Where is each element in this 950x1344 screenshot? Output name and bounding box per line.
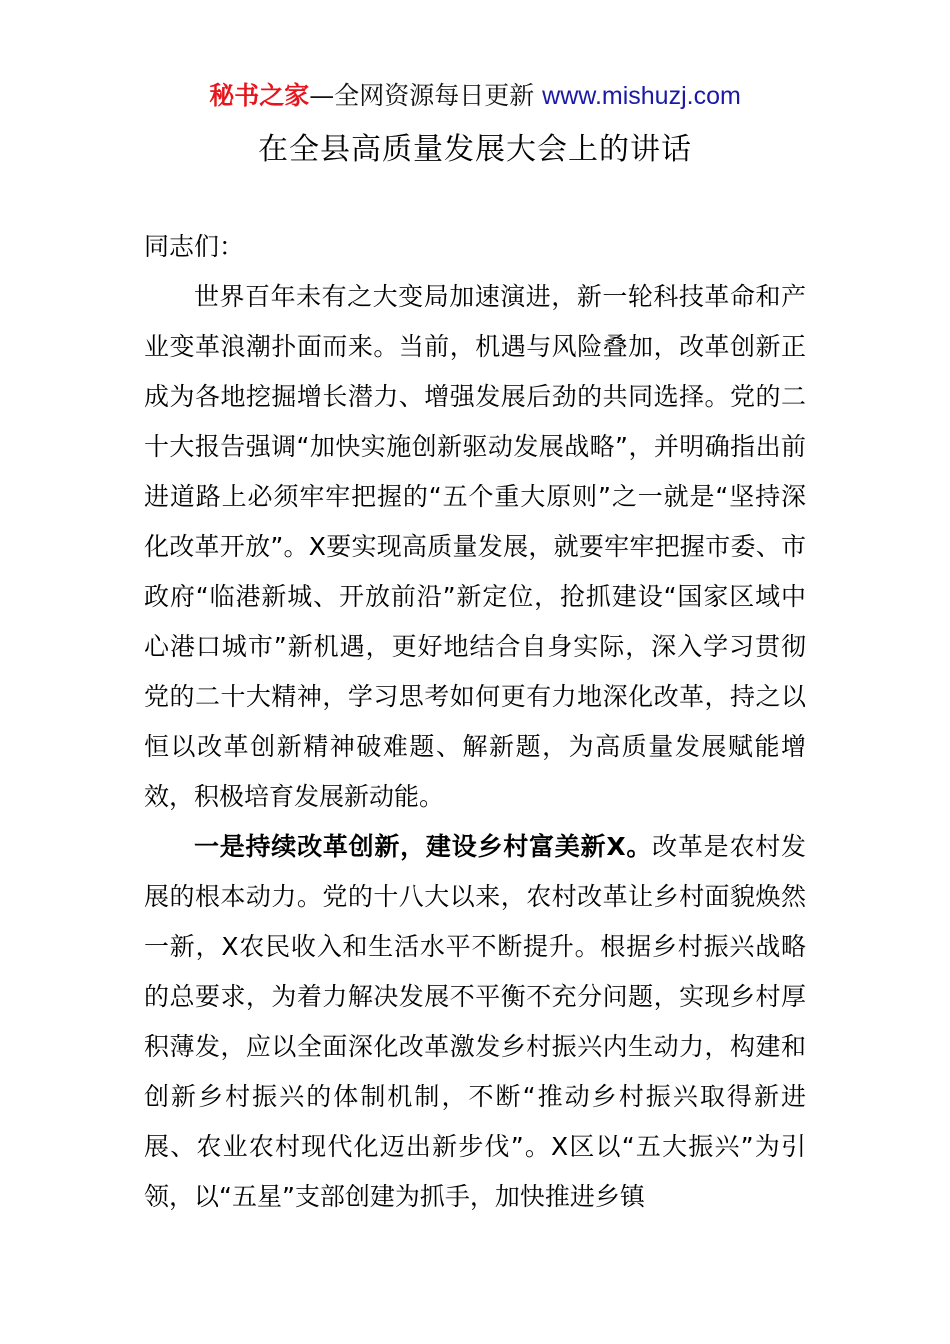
paragraph-2-lead: 一是持续改革创新，建设乡村富美新X。: [194, 832, 653, 861]
paragraph-2-body: 改革是农村发展的根本动力。党的十八大以来，农村改革让乡村面貌焕然一新，X农民收入和生活水平不断提升。根据乡村振兴战略的总要求，为着力解决发展不平衡不充分问题，实现乡村厚积薄发，应以全面深化改革激发乡村振兴内生动力，构建和创新乡村振兴的体制机制，不断“推动乡村振兴取得新进展、农业农村现代化迈出新步伐”。X区以“五大振兴”为引领，以“五星”支部创建为抓手，加快推进乡镇: [144, 832, 806, 1211]
document-body: [144, 222, 806, 1222]
paragraph-2: [144, 822, 806, 1222]
site-tagline: —全网资源每日更新: [309, 81, 543, 110]
brand-name: 秘书之家: [209, 81, 310, 110]
site-header: [0, 80, 950, 112]
salutation: 同志们：: [144, 232, 245, 261]
site-url-link[interactable]: www.mishuzj.com: [542, 82, 741, 110]
document-title: 在全县高质量发展大会上的讲话: [258, 132, 692, 167]
paragraph-1: 世界百年未有之大变局加速演进，新一轮科技革命和产业变革浪潮扑面而来。当前，机遇与风险叠加，改革创新正成为各地挖掘增长潜力、增强发展后劲的共同选择。党的二十大报告强调“加快实施创新驱动发展战略”，并明确指出前进道路上必须牢牢把握的“五个重大原则”之一就是“坚持深化改革开放”。X要实现高质量发展，就要牢牢把握市委、市政府“临港新城、开放前沿”新定位，抢抓建设“国家区域中心港口城市”新机遇，更好地结合自身实际，深入学习贯彻党的二十大精神，学习思考如何更有力地深化改革，持之以恒以改革创新精神破难题、解新题，为高质量发展赋能增效，积极培育发展新动能。: [144, 282, 806, 811]
